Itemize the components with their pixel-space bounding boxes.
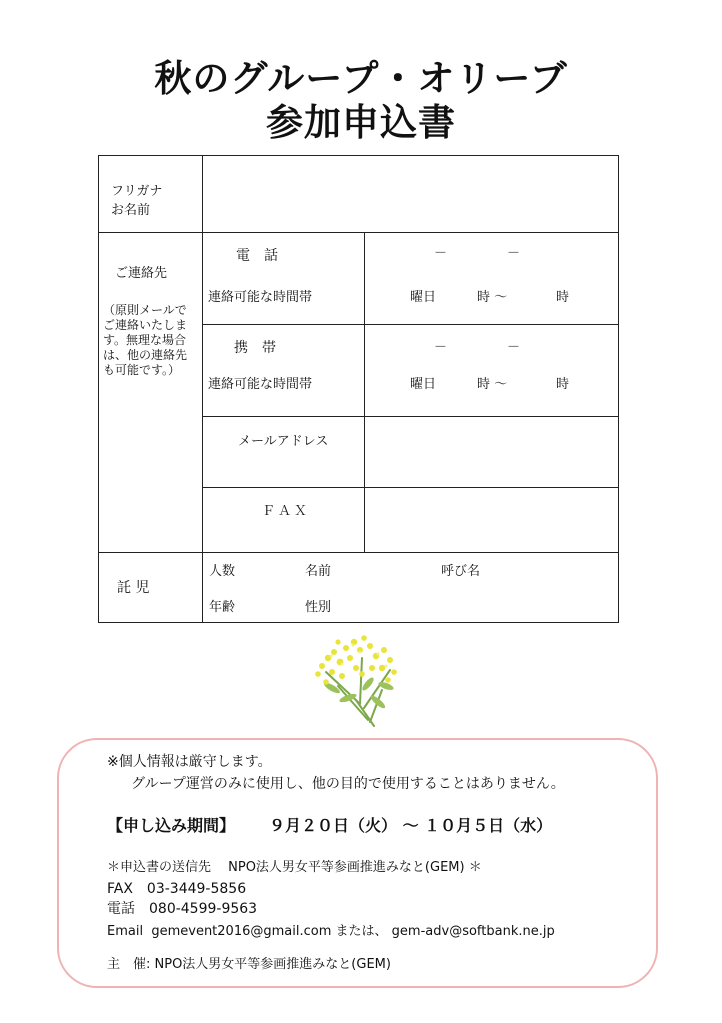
phone-hour-to: 時 [556, 290, 570, 305]
contact-phone: 電話 080-4599-9563 [107, 901, 258, 917]
fax-label: ＦＡＸ [262, 504, 311, 519]
email-prefix: Email [107, 924, 144, 939]
phone-field[interactable] [365, 233, 618, 324]
email-label: メールアドレス [238, 434, 329, 449]
phone-day-suffix: 曜日 [410, 290, 437, 305]
contact-note-line: も可能です。） [103, 363, 181, 377]
contact-note-line: （原則メールで [103, 303, 187, 317]
headcount-label: 人数 [209, 564, 236, 579]
organizer: 主 催: NPO法人男女平等参画推進みなと(GEM) [107, 957, 391, 972]
mobile-dash: － [507, 340, 521, 355]
mobile-time-label: 連絡可能な時間帯 [208, 377, 313, 392]
furigana-label: フリガナ [111, 184, 163, 199]
phone-label: 電 話 [236, 248, 278, 264]
gender-label: 性別 [305, 600, 332, 615]
contact-label: ご連絡先 [115, 266, 168, 281]
application-form [98, 155, 619, 623]
privacy-notice: ※個人情報は厳守します。 [107, 754, 272, 770]
phone-time-label: 連絡可能な時間帯 [208, 290, 313, 305]
email-field[interactable] [365, 417, 618, 487]
childcare-field[interactable] [203, 553, 618, 622]
notice-box [57, 738, 658, 988]
period-label: 【申し込み期間】 [107, 816, 236, 835]
child-name-label: 名前 [305, 564, 332, 579]
period-value: ９月２０日（火） ～ １０月５日（水） [269, 816, 553, 835]
mimosa-flower-icon [298, 628, 408, 730]
name-field[interactable] [203, 156, 618, 232]
fax-field[interactable] [365, 488, 618, 552]
mobile-hour-from: 時 ～ [477, 377, 508, 392]
childcare-label: 託 児 [117, 580, 150, 596]
contact-note-line: す。無理な場合 [103, 333, 187, 347]
page-title: 秋のグループ・オリーブ [154, 57, 568, 100]
mobile-field[interactable] [365, 325, 618, 416]
contact-email [107, 920, 555, 939]
mobile-day-suffix: 曜日 [410, 377, 437, 392]
mobile-dash: － [434, 340, 448, 355]
mobile-label: 携 帯 [234, 340, 276, 356]
phone-hour-from: 時 ～ [477, 290, 508, 305]
send-to: ＊申込書の送信先 NPO法人男女平等参画推進みなと(GEM) ＊ [107, 860, 482, 875]
privacy-notice-detail: グループ運営のみに使用し、他の目的で使用することはありません。 [131, 776, 565, 792]
name-label: お名前 [111, 203, 151, 218]
phone-dash: － [434, 246, 448, 261]
contact-note-line: は、他の連絡先 [103, 348, 188, 362]
contact-fax: FAX 03-3449-5856 [107, 881, 247, 897]
email-link[interactable]: gem-adv@softbank.ne.jp [391, 924, 555, 939]
phone-dash: － [507, 246, 521, 261]
contact-note-line: ご連絡いたしま [103, 318, 188, 332]
age-label: 年齢 [209, 600, 236, 615]
email-or: または、 [335, 924, 388, 939]
nickname-label: 呼び名 [441, 564, 481, 579]
page-subtitle: 参加申込書 [266, 101, 456, 144]
mobile-hour-to: 時 [556, 377, 570, 392]
email-link[interactable]: gemevent2016@gmail.com [151, 924, 332, 939]
